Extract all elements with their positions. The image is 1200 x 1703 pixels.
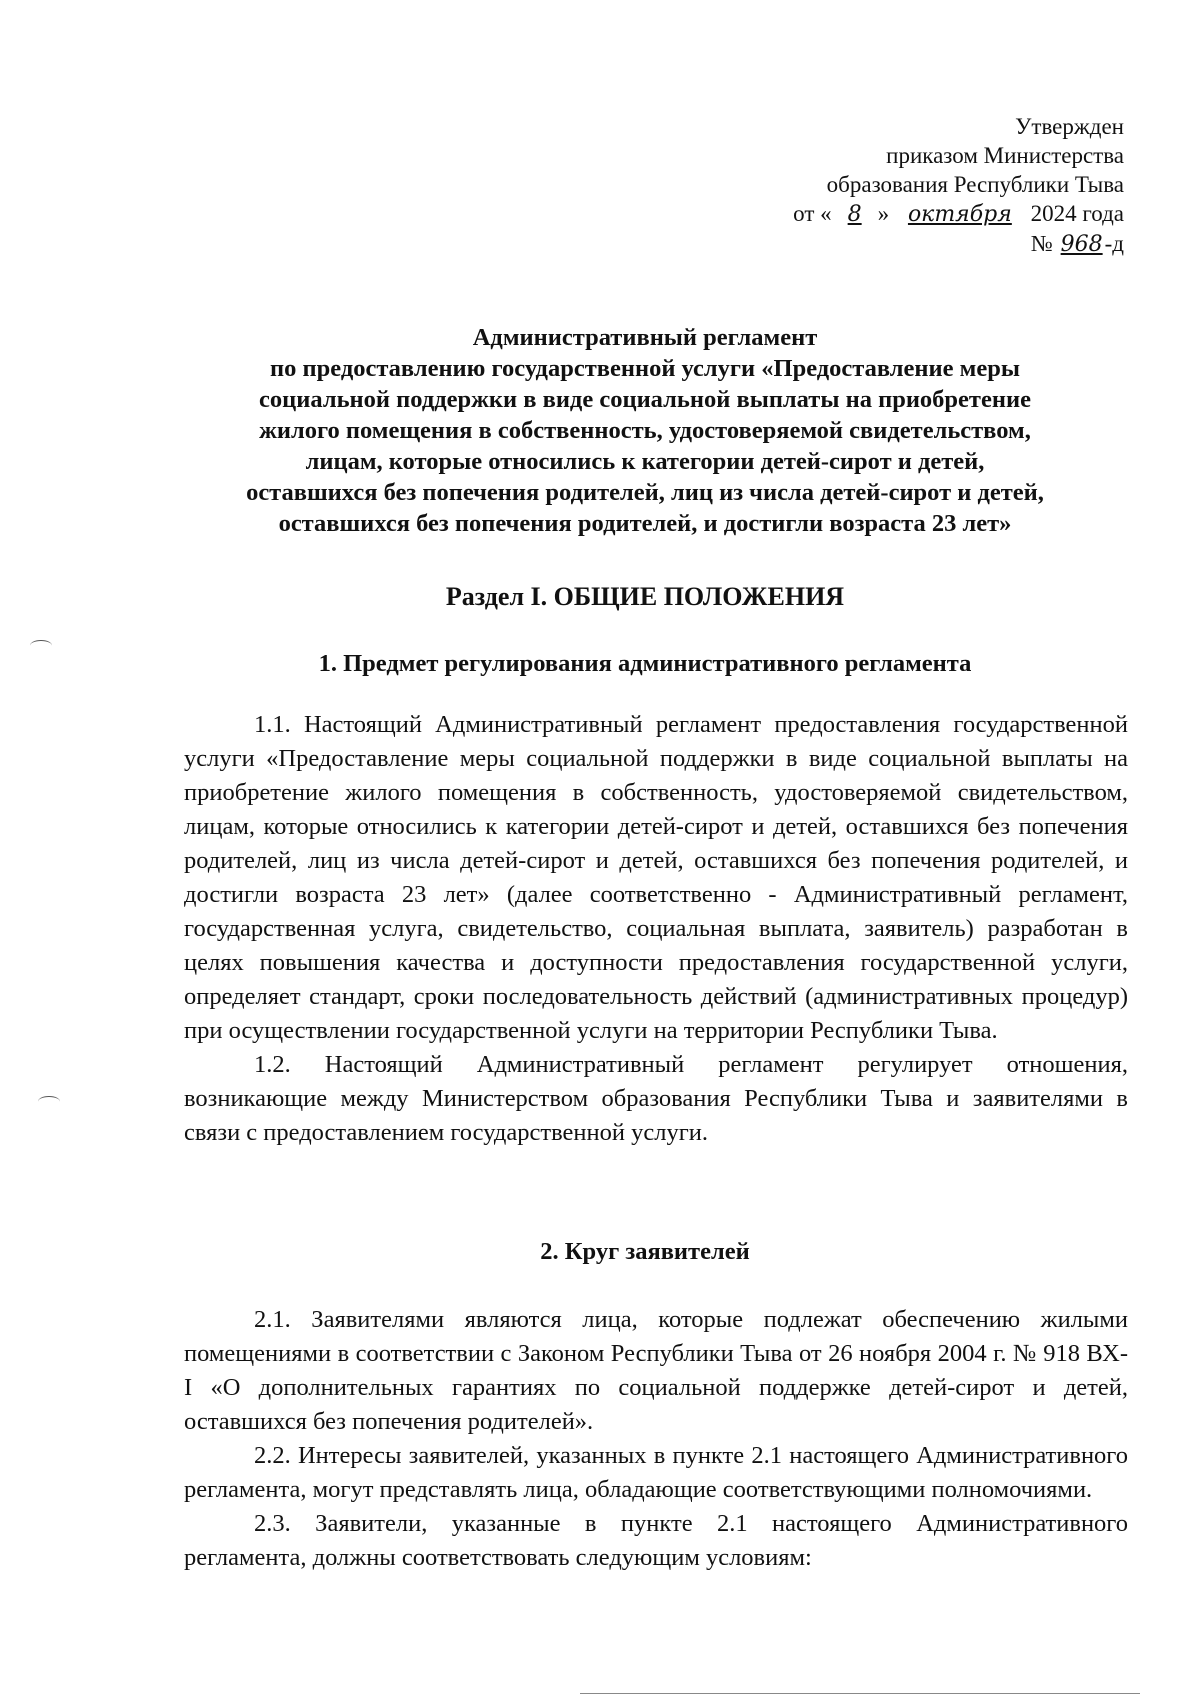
title-line-1: Административный регламент	[472, 324, 818, 351]
paragraph-1-1: 1.1. Настоящий Административный регламент предоставления государственной услуги «Предоставление меры социальной поддержки в виде социальной выплаты на приобретение жилого помещения в собственность, удостоверяемой свидетельством, лицам, которые относились к категории детей-сирот и детей, оставшихся без попечения родителей, лиц из числа детей-сирот и детей, оставшихся без попечения родителей, и достигли возраста 23 лет» (далее соответственно - Административный регламент, государственная услуга, свидетельство, социальная выплата, заявитель) разработан в целях повышения качества и доступности предоставления государственной услуги, определяет стандарт, сроки последовательность действий (административных процедур) при осуществлении государственной услуги на территории Республики Тыва.	[184, 711, 1128, 1044]
title-line-3: социальной поддержки в виде социальной выплаты на приобретение	[259, 386, 1031, 413]
date-year: 2024 года	[1030, 201, 1124, 226]
subsection-2-body	[184, 1303, 1128, 1575]
paragraph-2-3: 2.3. Заявители, указанные в пункте 2.1 настоящего Административного регламента, должны соответствовать следующим условиям:	[184, 1510, 1128, 1571]
approval-number-line	[793, 229, 1124, 259]
date-mid: »	[877, 201, 890, 226]
handwritten-month: октября	[907, 202, 1012, 227]
title-line-4: жилого помещения в собственность, удостоверяемой свидетельством,	[259, 417, 1031, 444]
document-title	[150, 322, 1140, 539]
subsection-heading-2: 2. Круг заявителей	[540, 1238, 750, 1265]
approval-line-1: Утвержден	[1015, 114, 1124, 139]
title-line-5: лицам, которые относились к категории детей-сирот и детей,	[305, 448, 985, 475]
scan-mark-top	[30, 640, 52, 651]
handwritten-number: 968	[1060, 232, 1103, 257]
bottom-rule	[580, 1693, 1140, 1694]
subsection-heading-1: 1. Предмет регулирования административного регламента	[318, 650, 972, 677]
approval-line-3: образования Республики Тыва	[826, 172, 1124, 197]
approval-date-line	[793, 199, 1124, 229]
number-prefix: №	[1030, 231, 1053, 256]
handwritten-day: 8	[847, 202, 862, 227]
title-line-6: оставшихся без попечения родителей, лиц из числа детей-сирот и детей,	[246, 479, 1044, 506]
paragraph-2-1: 2.1. Заявителями являются лица, которые подлежат обеспечению жилыми помещениями в соответствии с Законом Республики Тыва от 26 ноября 2004 г. № 918 ВХ-I «О дополнительных гарантиях по социальной поддержке детей-сирот и детей, оставшихся без попечения родителей».	[184, 1306, 1128, 1435]
approval-stamp-block	[793, 112, 1124, 259]
subsection-1-body	[184, 708, 1128, 1150]
scan-mark-bottom	[38, 1096, 60, 1107]
number-suffix: -д	[1104, 231, 1124, 256]
paragraph-1-2: 1.2. Настоящий Административный регламент регулирует отношения, возникающие между Министерством образования Республики Тыва и заявителями в связи с предоставлением государственной услуги.	[184, 1051, 1128, 1146]
date-prefix: от «	[793, 201, 832, 226]
paragraph-2-2: 2.2. Интересы заявителей, указанных в пункте 2.1 настоящего Административного регламента, могут представлять лица, обладающие соответствующими полномочиями.	[184, 1442, 1128, 1503]
title-line-2: по предоставлению государственной услуги «Предоставление меры	[270, 355, 1020, 382]
section-heading: Раздел I. ОБЩИЕ ПОЛОЖЕНИЯ	[445, 582, 845, 611]
approval-line-2: приказом Министерства	[886, 143, 1124, 168]
title-line-7: оставшихся без попечения родителей, и достигли возраста 23 лет»	[278, 510, 1012, 537]
